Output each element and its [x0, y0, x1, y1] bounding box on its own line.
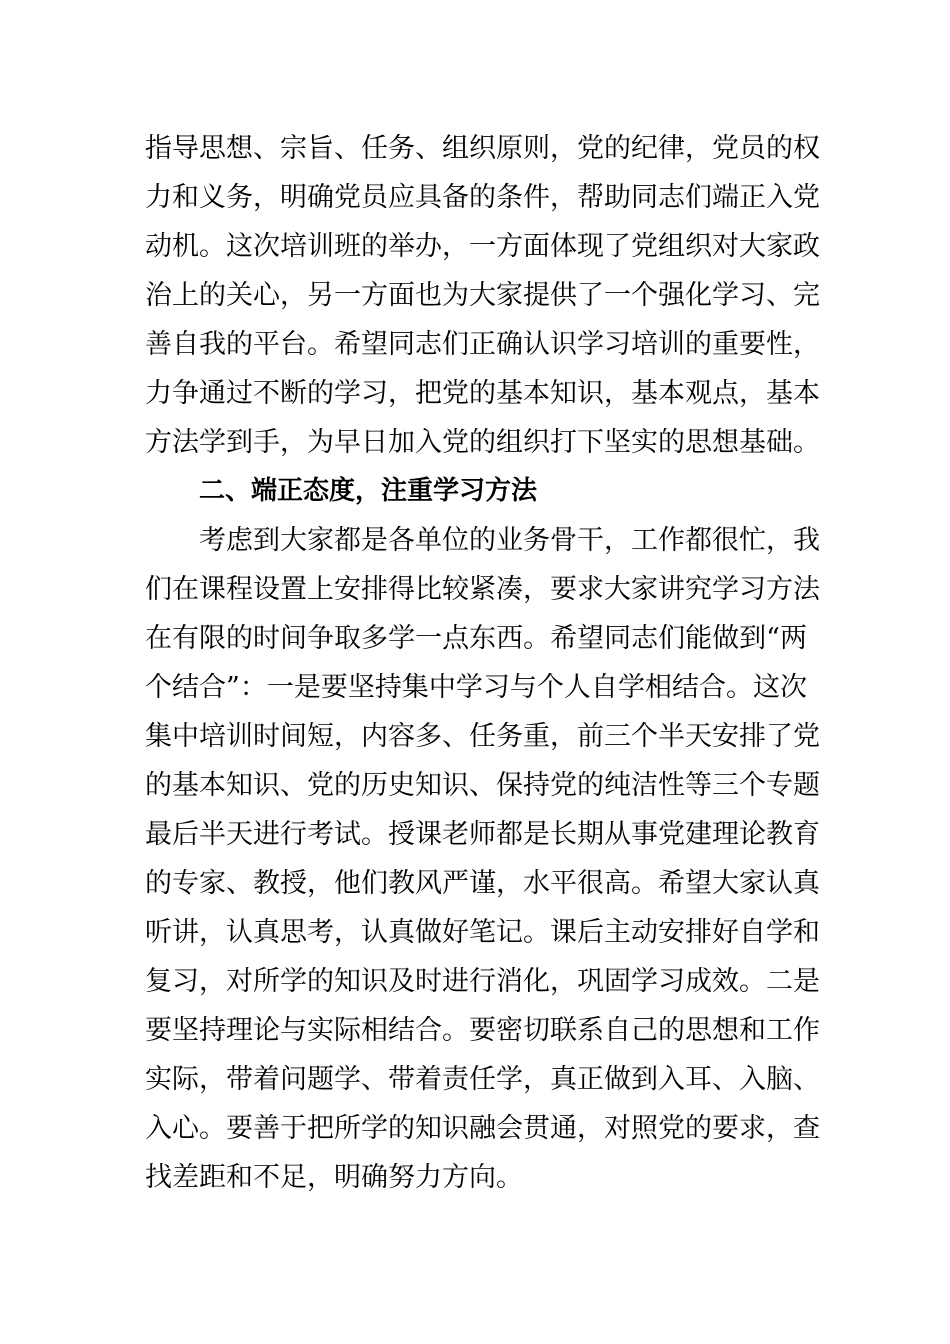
text-line: 找差距和不足，明确努力方向。	[145, 1162, 523, 1193]
text-line: 们在课程设置上安排得比较紧凑，要求大家讲究学习方法	[145, 574, 820, 605]
text-line: 入心。要善于把所学的知识融会贯通，对照党的要求，查	[145, 1113, 820, 1144]
text-line: 治上的关心，另一方面也为大家提供了一个强化学习、完	[145, 280, 820, 311]
text-line: 在有限的时间争取多学一点东西。希望同志们能做到“两	[145, 623, 807, 654]
text-line: 方法学到手，为早日加入党的组织打下坚实的思想基础。	[145, 427, 820, 458]
text-line: 最后半天进行考试。授课老师都是长期从事党建理论教育	[145, 819, 820, 850]
text-line: 动机。这次培训班的举办，一方面体现了党组织对大家政	[145, 231, 820, 262]
paragraph-party-knowledge	[145, 124, 820, 467]
section-heading: 二、端正态度，注重学习方法	[199, 476, 538, 506]
text-line: 力和义务，明确党员应具备的条件，帮助同志们端正入党	[145, 182, 820, 213]
document-body	[145, 124, 820, 1202]
text-line: 的基本知识、党的历史知识、保持党的纯洁性等三个专题	[145, 770, 820, 801]
text-line: 考虑到大家都是各单位的业务骨干，工作都很忙，我	[199, 525, 820, 556]
text-line: 要坚持理论与实际相结合。要密切联系自己的思想和工作	[145, 1015, 820, 1046]
text-line: 的专家、教授，他们教风严谨，水平很高。希望大家认真	[145, 868, 820, 899]
text-line: 指导思想、宗旨、任务、组织原则，党的纪律，党员的权	[145, 133, 820, 164]
text-line: 听讲，认真思考，认真做好笔记。课后主动安排好自学和	[145, 917, 820, 948]
text-line: 实际，带着问题学、带着责任学，真正做到入耳、入脑、	[145, 1064, 820, 1095]
text-line: 善自我的平台。希望同志们正确认识学习培训的重要性，	[145, 329, 820, 360]
text-line: 复习，对所学的知识及时进行消化，巩固学习成效。二是	[145, 966, 820, 997]
paragraph-study-methods	[145, 516, 820, 1202]
text-line: 集中培训时间短，内容多、任务重，前三个半天安排了党	[145, 721, 820, 752]
text-line: 个结合”：一是要坚持集中学习与个人自学相结合。这次	[145, 672, 807, 703]
text-line: 力争通过不断的学习，把党的基本知识，基本观点，基本	[145, 378, 820, 409]
